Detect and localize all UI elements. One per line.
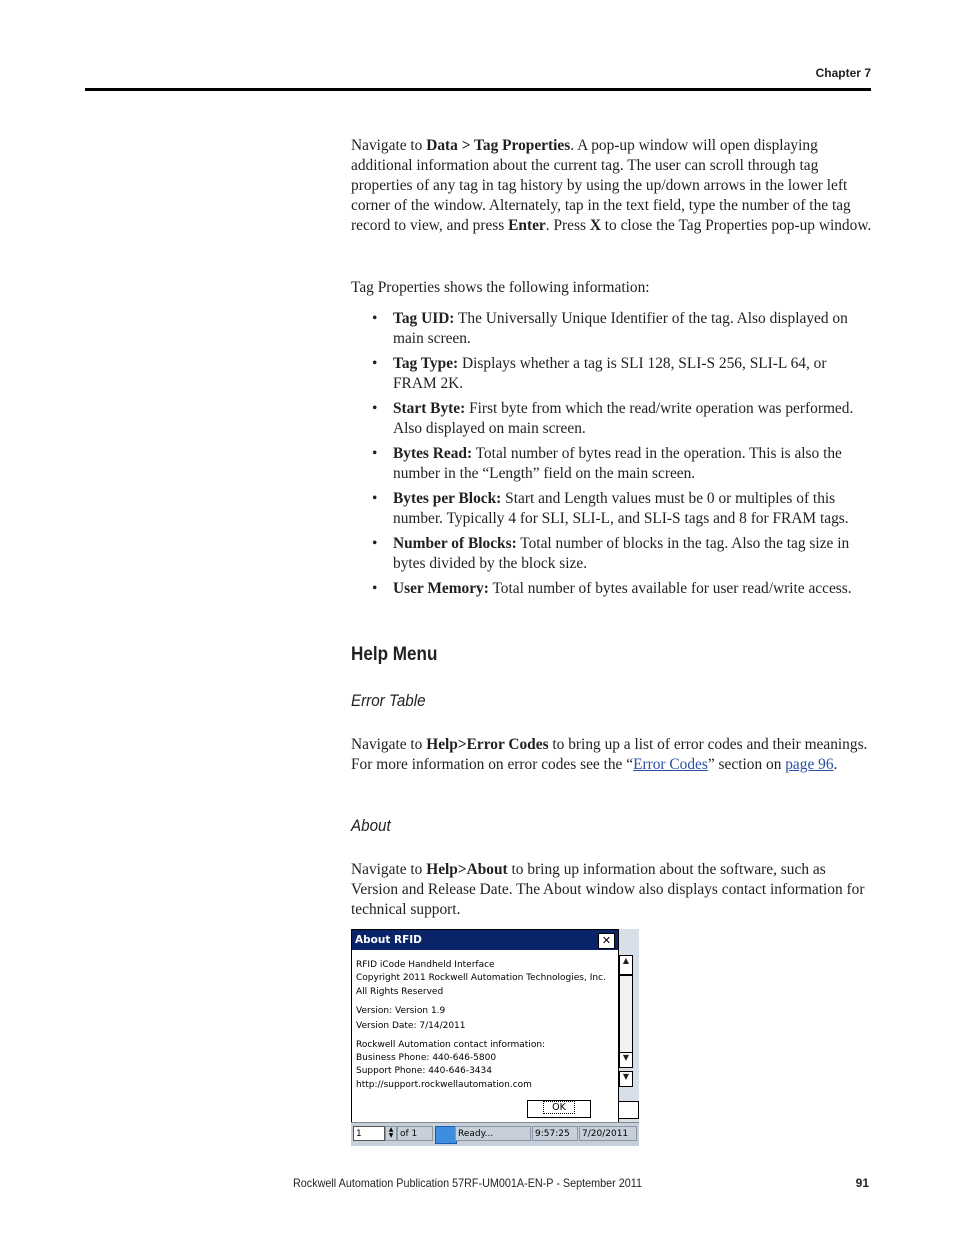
about-paragraph: Navigate to Help>About to bring up information about the software, such as Version and Release Date. The About window also displays contact information for technical support. — [351, 861, 865, 918]
help-menu-section — [351, 644, 873, 666]
dialog-line: Rockwell Automation contact information: — [356, 1040, 546, 1050]
dialog-line: Version Date: 7/14/2011 — [356, 1021, 466, 1031]
dialog-title: About RFID — [355, 934, 422, 946]
bullet: • — [372, 310, 378, 327]
record-count: of 1 — [397, 1126, 433, 1141]
status-bar — [351, 1122, 639, 1146]
property-item — [351, 309, 873, 349]
dialog-title-bar — [352, 930, 618, 950]
background-field — [617, 1101, 639, 1119]
ok-button[interactable]: OK — [527, 1100, 591, 1118]
status-time: 9:57:25 — [532, 1126, 578, 1141]
dialog-line: Copyright 2011 Rockwell Automation Technologies, Inc. — [356, 973, 606, 983]
about-heading: About — [351, 817, 391, 835]
error-codes-link[interactable]: Error Codes — [633, 756, 708, 773]
property-term: Bytes per Block: — [393, 490, 502, 507]
property-description: Total number of bytes read in the operation. This is also the number in the “Length” field on the main screen. — [393, 445, 842, 482]
scrollbar-track — [619, 975, 633, 1053]
dialog-line: All Rights Reserved — [356, 987, 444, 997]
about-rfid-screenshot — [351, 929, 639, 1145]
help-menu-heading: Help Menu — [351, 644, 438, 665]
record-stepper[interactable]: ▲ ▼ — [385, 1126, 397, 1141]
property-description: Start and Length values must be 0 or multiples of this number. Typically 4 for SLI, SLI-L, and SLI-S tags and 8 for FRAM tags. — [393, 490, 849, 527]
property-item — [351, 489, 873, 529]
property-item — [351, 444, 873, 484]
property-term: Tag UID: — [393, 310, 455, 327]
error-table-heading: Error Table — [351, 692, 426, 710]
property-description: The Universally Unique Identifier of the tag. Also displayed on main screen. — [393, 310, 848, 347]
property-description: Total number of bytes available for user read/write access. — [488, 580, 852, 597]
chapter-label: Chapter 7 — [815, 66, 871, 80]
app-icon — [435, 1126, 457, 1144]
property-term: Bytes Read: — [393, 445, 473, 462]
bullet: • — [372, 490, 378, 507]
property-item — [351, 399, 873, 439]
dropdown-arrow-icon: ▼ — [619, 1071, 633, 1087]
property-term: Start Byte: — [393, 400, 466, 417]
property-term: Tag Type: — [393, 355, 459, 372]
page-number: 91 — [855, 1176, 869, 1190]
scroll-down-icon: ▼ — [619, 1052, 633, 1068]
intro-paragraph: Navigate to Data > Tag Properties. A pop-up window will open displaying additional information about the current tag. The user can scroll through tag properties of any tag in tag history by using the up/down arrows in the lower left corner of the window. Alternately, tap in the text field, type the number of the tag record to view, and press Enter. Press X to close the Tag Properties pop-up window. — [351, 137, 872, 234]
dialog-line: http://support.rockwellautomation.com — [356, 1080, 532, 1090]
footer-publication: Rockwell Automation Publication 57RF-UM001A-EN-P - September 2011 — [293, 1176, 642, 1190]
about-dialog — [351, 929, 619, 1124]
dialog-line: RFID iCode Handheld Interface — [356, 960, 495, 970]
property-item — [351, 354, 873, 394]
close-icon[interactable]: ✕ — [598, 933, 615, 949]
scroll-up-icon: ▲ — [619, 955, 633, 975]
property-description: Total number of blocks in the tag. Also the tag size in bytes divided by the block size. — [393, 535, 850, 572]
bullet: • — [372, 535, 378, 552]
bullet: • — [372, 355, 378, 372]
property-description: Displays whether a tag is SLI 128, SLI-S 256, SLI-L 64, or FRAM 2K. — [393, 355, 827, 392]
property-item — [351, 534, 873, 574]
bullet: • — [372, 445, 378, 462]
property-term: Number of Blocks: — [393, 535, 517, 552]
dialog-line: Version: Version 1.9 — [356, 1006, 446, 1016]
header-rule — [85, 88, 871, 91]
tag-properties-intro: Tag Properties shows the following information: — [351, 279, 650, 296]
dialog-line: Support Phone: 440-646-3434 — [356, 1066, 492, 1076]
record-number-input[interactable]: 1 — [353, 1126, 385, 1141]
property-description: First byte from which the read/write operation was performed. Also displayed on main screen. — [393, 400, 854, 437]
error-table-paragraph: Navigate to Help>Error Codes to bring up a list of error codes and their meanings. For more information on error codes see the “Error Codes” section on page 96. — [351, 736, 868, 773]
property-item — [351, 579, 873, 599]
bullet: • — [372, 400, 378, 417]
page-96-link[interactable]: page 96 — [785, 756, 834, 773]
status-date: 7/20/2011 — [579, 1126, 637, 1141]
property-term: User Memory: — [393, 580, 489, 597]
dialog-line: Business Phone: 440-646-5800 — [356, 1053, 497, 1063]
bullet: • — [372, 580, 378, 597]
status-text: Ready... — [455, 1126, 531, 1141]
tag-properties-list — [351, 309, 873, 604]
